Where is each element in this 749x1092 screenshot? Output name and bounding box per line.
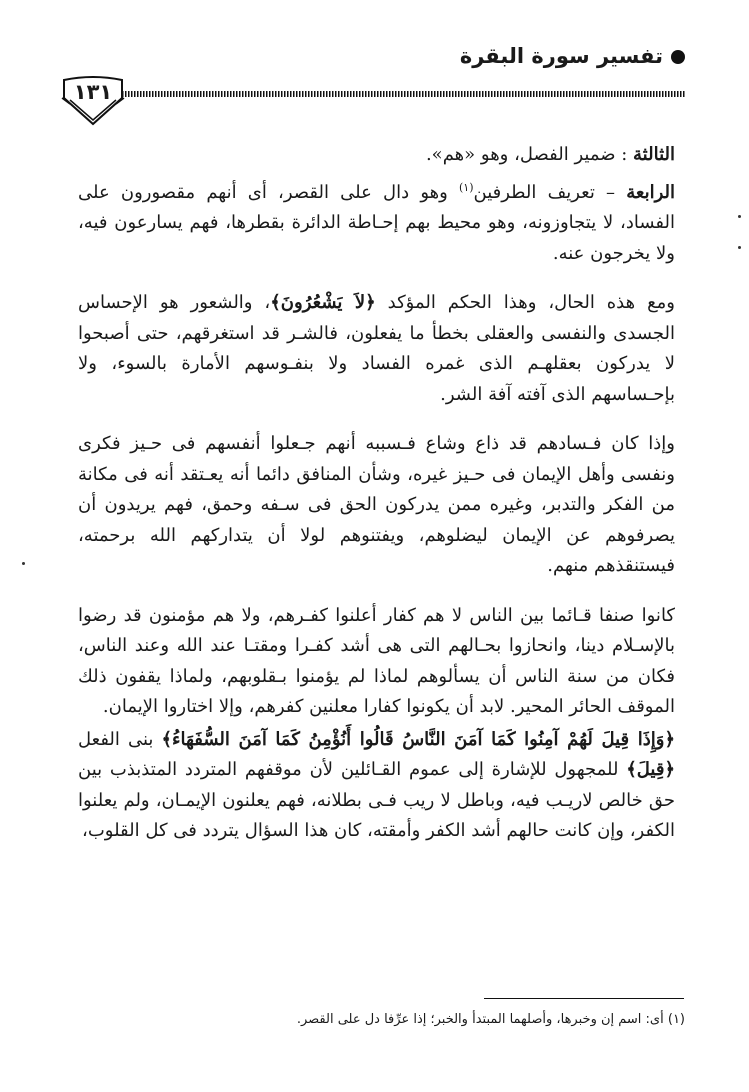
paragraph-lead: الرابعة <box>626 181 675 203</box>
paragraph-feeling <box>78 288 675 410</box>
paragraph-text: بنى الفعل <box>78 728 162 750</box>
margin-dot <box>738 215 741 218</box>
margin-dot <box>738 246 741 249</box>
quran-citation: ﴿وَإِذَا قِيلَ لَهُمْ آمِنُوا كَمَا آمَنَ النَّاسُ قَالُوا أَنُؤْمِنُ كَمَا آمَنَ السُّفَهَاءُ﴾ <box>161 728 675 750</box>
paragraph-text: وهو دال على القصر، أى أنهم مقصورون على الفساد، لا يتجاوزونه، وهو محيط بهم إحـاطة الدائرة بقطرها، فهم يسارعون فيه، ولا يخرجون عنه. <box>78 181 675 264</box>
header-bullet-icon <box>671 50 685 64</box>
paragraph-text: : ضمير الفصل، وهو «هم». <box>425 144 634 165</box>
running-title: تفسير سورة البقرة <box>459 44 663 68</box>
page-header <box>60 36 685 126</box>
page-body <box>78 140 675 866</box>
header-rule <box>122 91 685 97</box>
paragraph-text: ، والشعور هو الإحساس الجسدى والنفسى والعقلى بخطأ ما يفعلون، فالشـر قد استغرقهم، حتى أصبحوا لا يدركون بعقلهـم الذى غمره الفساد ولا بنفـوسهم الأمارة بالسوء، ولا بإحـساسهم الذى آفته آفة الشر. <box>78 292 675 405</box>
footnote-rule <box>484 998 684 999</box>
paragraph-text: ومع هذه الحال، وهذا الحكم المؤكد <box>375 292 675 313</box>
paragraph-third <box>78 140 675 171</box>
paragraph-text: كانوا صنفا قـائما بين الناس لا هم كفار أعلنوا كفـرهم، ولا هم مؤمنون قد رضوا بالإسـلام دينا، وانحازوا بحـالهم التى هى أشد كفـرا ومقتـا عند الله وعند الناس، فكان من سنة الناس أن يسألوهم لماذا لم يؤمنوا بـقلوبهم، ولماذا يقفون ذلك الموقف الحائر المحير. لابد أن يكونوا كفارا معلنين كفرهم، وإلا اختاروا الإيمان. <box>78 604 675 717</box>
footnote-reference[interactable]: (١) <box>458 180 474 194</box>
paragraph-text: وإذا كان فـسادهم قد ذاع وشاع فـسببه أنهم جـعلوا أنفسهم فى حـيز فكرى ونفسى وأهل الإيمان فى حـيز غيره، وشأن المنافق دائما أنه يعـتقد أنه فى مكانة من الفكر والتدبر، وغيره ممن يدركون الحق فى سـفه وحمق، فهم يريدون أن يصرفوهم عن الإيمان ليضلوهم، ويفتنوهم لولا أن يتداركهم الله برحمته، فيستنقذهم منهم. <box>78 433 675 576</box>
margin-dot <box>22 562 25 565</box>
paragraph-fourth <box>78 173 675 270</box>
page-number: ١٣١ <box>73 80 113 104</box>
quran-citation: ﴿لاَ يَشْعُرُونَ﴾ <box>270 292 376 313</box>
paragraph-corruption <box>78 429 675 582</box>
footnote: (١) أى: اسم إن وخبرها، وأصلهما المبتدأ والخبر؛ إذا عرِّفا دل على القصر. <box>296 1012 685 1027</box>
quran-citation: ﴿قِيلَ﴾ <box>626 759 675 780</box>
paragraph-verse <box>78 725 675 847</box>
paragraph-lead: الثالثة <box>633 144 675 165</box>
paragraph-category <box>78 601 675 723</box>
paragraph-text: – تعريف الطرفين <box>473 181 627 203</box>
paragraph-text: للمجهول للإشارة إلى عموم القـائلين لأن موقفهم المتردد المتذبذب بين حق خالص لاريـب فيه، وباطل لا ريب فـى بطلانه، فهم يعلنون الإيمـان، ولم يعلنوا الكفر، وإن كانت حالهم أشد الكفر وأمقته، كان هذا السؤال يتردد فى كل القلوب، <box>78 759 675 841</box>
